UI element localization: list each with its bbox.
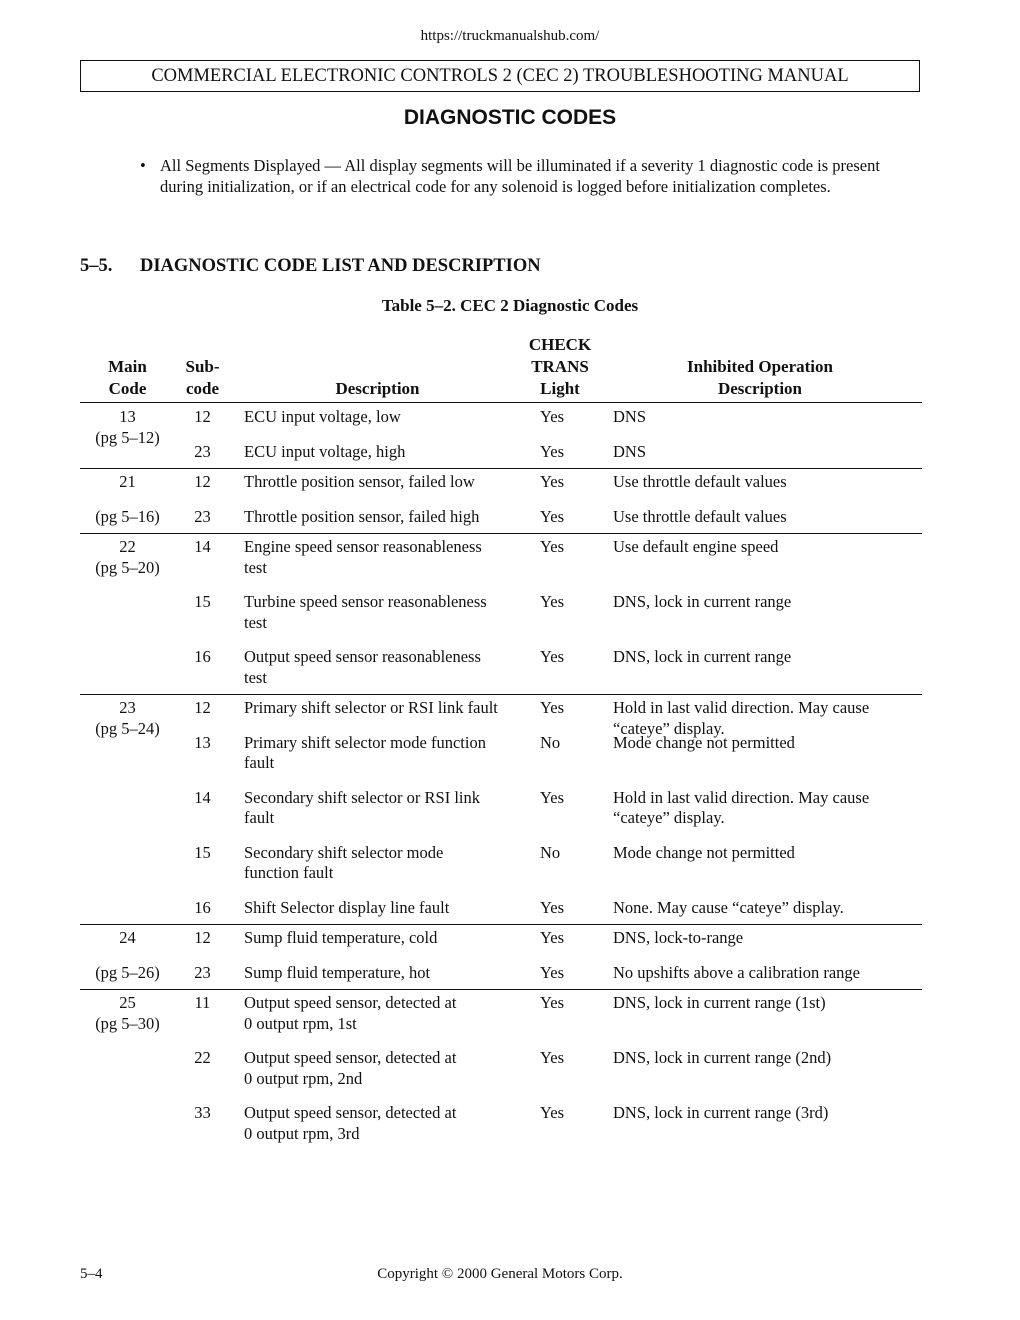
table-caption: Table 5–2. CEC 2 Diagnostic Codes — [381, 296, 639, 315]
table-body — [80, 404, 922, 1150]
cell-main-code-line: 25 — [119, 993, 136, 1012]
cell-check-trans-light: No — [540, 842, 561, 862]
table-row — [80, 1100, 922, 1150]
cell-subcode: 23 — [194, 441, 211, 461]
cell-description — [244, 733, 534, 774]
table-row — [80, 469, 922, 504]
table-row — [80, 785, 922, 840]
cell-description-line: Engine speed sensor reasonableness — [244, 537, 482, 556]
cell-inhibited-operation — [613, 788, 913, 829]
cell-check-trans-light: Yes — [540, 787, 565, 807]
cell-main-code-line: 21 — [119, 472, 136, 491]
cell-inhibited-operation-line: None. May cause “cateye” display. — [613, 897, 844, 917]
table-row — [80, 439, 922, 469]
cell-inhibited-operation — [613, 1103, 913, 1124]
cell-description-line: Sump fluid temperature, hot — [244, 962, 431, 982]
cell-inhibited-operation-line: No upshifts above a calibration range — [613, 962, 860, 982]
cell-main-code-line: (pg 5–30) — [95, 1013, 160, 1033]
code-group — [80, 925, 922, 990]
cell-main-code-line: 22 — [119, 537, 136, 556]
cell-description-line: fault — [244, 753, 275, 772]
cell-description-line: Primary shift selector or RSI link fault — [244, 698, 498, 717]
code-group — [80, 695, 922, 925]
cell-description-line: 0 output rpm, 1st — [244, 1013, 357, 1033]
section-title: DIAGNOSTIC CODES — [403, 106, 617, 129]
cell-description — [244, 647, 534, 688]
cell-main-code-line: (pg 5–26) — [95, 962, 160, 982]
header-line: Description — [335, 379, 420, 398]
cell-subcode: 22 — [194, 1048, 211, 1067]
header-check-trans-light — [520, 334, 600, 400]
cell-inhibited-operation — [613, 507, 913, 528]
cell-subcode: 16 — [194, 647, 211, 666]
cell-main-code — [90, 537, 165, 578]
cell-inhibited-operation-line: Use default engine speed — [613, 537, 779, 556]
page-number: 5–4 — [80, 1266, 103, 1282]
cell-check-trans-light: Yes — [540, 592, 565, 611]
code-group — [80, 534, 922, 695]
cell-inhibited-operation-line: DNS — [613, 441, 647, 461]
table-row — [80, 730, 922, 785]
table-header — [80, 334, 922, 402]
cell-main-code-line: (pg 5–24) — [95, 718, 160, 738]
cell-inhibited-operation — [613, 407, 913, 428]
cell-check-trans-light: Yes — [540, 407, 565, 426]
cell-description-line: ECU input voltage, low — [244, 407, 401, 426]
table-row — [80, 840, 922, 895]
cell-subcode: 14 — [194, 787, 211, 807]
cell-inhibited-operation — [613, 442, 913, 463]
cell-inhibited-operation — [613, 928, 913, 949]
cell-subcode: 23 — [194, 962, 211, 982]
header-inhibited-operation — [640, 356, 880, 400]
copyright: Copyright © 2000 General Motors Corp. — [377, 1266, 623, 1282]
cell-subcode: 12 — [194, 407, 211, 426]
table-row — [80, 404, 922, 447]
bullet-item — [140, 156, 920, 197]
cell-description — [244, 507, 534, 528]
header-line: Light — [540, 379, 580, 398]
cell-description — [244, 1048, 534, 1089]
header-line: Inhibited Operation — [687, 357, 833, 376]
header-line: TRANS — [531, 357, 589, 376]
header-rule — [80, 402, 922, 403]
cell-subcode: 11 — [194, 993, 211, 1012]
table-row — [80, 1045, 922, 1100]
cell-inhibited-operation — [613, 898, 913, 919]
manual-header: COMMERCIAL ELECTRONIC CONTROLS 2 (CEC 2) TROUBLESHOOTING MANUAL — [80, 60, 920, 92]
header-line: code — [185, 379, 220, 398]
cell-main-code — [90, 993, 165, 1034]
cell-subcode: 13 — [194, 732, 211, 752]
cell-description-line: Output speed sensor, detected at — [244, 1048, 457, 1067]
cell-main-code — [90, 507, 165, 528]
cell-description-line: Secondary shift selector or RSI link — [244, 787, 480, 807]
cell-subcode: 12 — [194, 698, 211, 717]
cell-description-line: test — [244, 557, 267, 577]
cell-inhibited-operation — [613, 993, 913, 1014]
cell-inhibited-operation-line: DNS, lock-to-range — [613, 928, 744, 947]
header-line: Sub- — [185, 357, 220, 376]
subsection-number: 5–5. — [80, 256, 113, 276]
cell-main-code — [90, 963, 165, 984]
cell-description — [244, 592, 534, 633]
cell-description — [244, 698, 534, 719]
subsection-heading — [80, 256, 541, 277]
cell-inhibited-operation-line: Use throttle default values — [613, 506, 787, 526]
cell-subcode: 12 — [194, 928, 211, 947]
cell-description-line: Turbine speed sensor reasonableness — [244, 592, 487, 611]
cell-subcode: 12 — [194, 472, 211, 491]
cell-description-line: Shift Selector display line fault — [244, 897, 450, 917]
cell-description-line: test — [244, 667, 267, 687]
header-line: CHECK — [528, 335, 592, 354]
cell-description — [244, 928, 534, 949]
cell-check-trans-light: No — [540, 732, 561, 752]
cell-description — [244, 472, 534, 493]
cell-description-line: function fault — [244, 863, 334, 882]
cell-main-code — [90, 472, 165, 493]
cell-check-trans-light: Yes — [540, 698, 565, 717]
cell-description-line: Output speed sensor reasonableness — [244, 647, 481, 666]
cell-inhibited-operation-line: DNS, lock in current range — [613, 647, 792, 666]
cell-main-code-line: 23 — [119, 698, 136, 717]
cell-description-line: Sump fluid temperature, cold — [244, 928, 438, 947]
cell-description-line: 0 output rpm, 2nd — [244, 1068, 363, 1088]
cell-inhibited-operation-line: Use throttle default values — [613, 472, 787, 491]
source-url: https://truckmanualshub.com/ — [420, 28, 600, 44]
cell-check-trans-light: Yes — [540, 928, 565, 947]
cell-subcode: 23 — [194, 506, 211, 526]
cell-description-line: test — [244, 612, 267, 632]
cell-description-line: Output speed sensor, detected at — [244, 993, 457, 1012]
table-row — [80, 695, 922, 738]
cell-description — [244, 442, 534, 463]
cell-check-trans-light: Yes — [540, 647, 565, 666]
cell-description — [244, 788, 534, 829]
table-row — [80, 504, 922, 534]
table-row — [80, 534, 922, 589]
cell-check-trans-light: Yes — [540, 897, 565, 917]
cell-description — [244, 993, 534, 1034]
cell-check-trans-light: Yes — [540, 537, 565, 556]
cell-description-line: ECU input voltage, high — [244, 441, 406, 461]
cell-inhibited-operation-line: Mode change not permitted — [613, 732, 795, 752]
cell-description-line: Throttle position sensor, failed high — [244, 506, 480, 526]
cell-description — [244, 537, 534, 578]
cell-description-line: Secondary shift selector mode — [244, 842, 444, 862]
cell-description — [244, 407, 534, 428]
cell-check-trans-light: Yes — [540, 1103, 565, 1122]
header-line: Description — [717, 379, 803, 398]
cell-inhibited-operation — [613, 733, 913, 754]
cell-inhibited-operation-line: DNS, lock in current range — [613, 592, 792, 611]
cell-description — [244, 843, 534, 884]
cell-inhibited-operation-line: DNS — [613, 407, 647, 426]
cell-main-code-line: 13 — [119, 407, 136, 426]
cell-check-trans-light: Yes — [540, 1048, 565, 1067]
cell-check-trans-light: Yes — [540, 472, 565, 491]
table-row — [80, 990, 922, 1045]
cell-inhibited-operation-line: DNS, lock in current range (1st) — [613, 993, 826, 1012]
header-line: Code — [108, 379, 147, 398]
table-row — [80, 644, 922, 694]
cell-inhibited-operation — [613, 537, 913, 558]
cell-inhibited-operation-line: “cateye” display. — [613, 718, 725, 738]
cell-description-line: Output speed sensor, detected at — [244, 1103, 457, 1122]
header-main-code — [90, 356, 165, 400]
table-row — [80, 960, 922, 990]
header-description — [240, 378, 515, 400]
subsection-title: DIAGNOSTIC CODE LIST AND DESCRIPTION — [140, 256, 541, 276]
cell-main-code-line: (pg 5–12) — [95, 427, 160, 447]
cell-inhibited-operation-line: Hold in last valid direction. May cause — [613, 698, 870, 717]
cell-check-trans-light: Yes — [540, 441, 565, 461]
cell-check-trans-light: Yes — [540, 993, 565, 1012]
cell-subcode: 15 — [194, 842, 211, 862]
cell-main-code — [90, 928, 165, 949]
cell-description-line: fault — [244, 808, 275, 827]
cell-main-code-line: 24 — [119, 928, 136, 947]
cell-main-code-line: (pg 5–20) — [95, 557, 160, 577]
code-group — [80, 469, 922, 534]
cell-subcode: 33 — [194, 1103, 211, 1122]
cell-description — [244, 1103, 534, 1144]
cell-inhibited-operation — [613, 963, 913, 984]
table-row — [80, 589, 922, 644]
cell-description — [244, 963, 534, 984]
cell-description-line: Throttle position sensor, failed low — [244, 472, 475, 491]
cell-description-line: 0 output rpm, 3rd — [244, 1123, 360, 1143]
cell-check-trans-light: Yes — [540, 962, 565, 982]
cell-inhibited-operation — [613, 1048, 913, 1069]
code-group — [80, 990, 922, 1150]
cell-inhibited-operation-line: Mode change not permitted — [613, 842, 795, 862]
cell-inhibited-operation — [613, 472, 913, 493]
cell-inhibited-operation-line: Hold in last valid direction. May cause — [613, 787, 870, 807]
bullet-text: All Segments Displayed — All display segments will be illuminated if a severity 1 diagnostic code is present during initialization, or if an electrical code for any solenoid is logged before initialization completes. — [160, 156, 880, 196]
cell-check-trans-light: Yes — [540, 506, 565, 526]
bullet-dot: • — [140, 156, 146, 175]
cell-subcode: 14 — [194, 537, 211, 556]
cell-subcode: 16 — [194, 897, 211, 917]
cell-inhibited-operation — [613, 647, 913, 668]
table-row — [80, 925, 922, 960]
cell-inhibited-operation-line: DNS, lock in current range (2nd) — [613, 1048, 832, 1067]
header-line: Main — [108, 357, 147, 376]
table-row — [80, 895, 922, 925]
cell-main-code-line: (pg 5–16) — [95, 506, 160, 526]
header-subcode — [175, 356, 230, 400]
cell-description-line: Primary shift selector mode function — [244, 732, 486, 752]
cell-subcode: 15 — [194, 592, 211, 611]
cell-inhibited-operation-line: DNS, lock in current range (3rd) — [613, 1103, 829, 1122]
cell-inhibited-operation-line: “cateye” display. — [613, 808, 725, 827]
cell-inhibited-operation — [613, 843, 913, 864]
cell-inhibited-operation — [613, 592, 913, 613]
cell-description — [244, 898, 534, 919]
code-group — [80, 404, 922, 469]
